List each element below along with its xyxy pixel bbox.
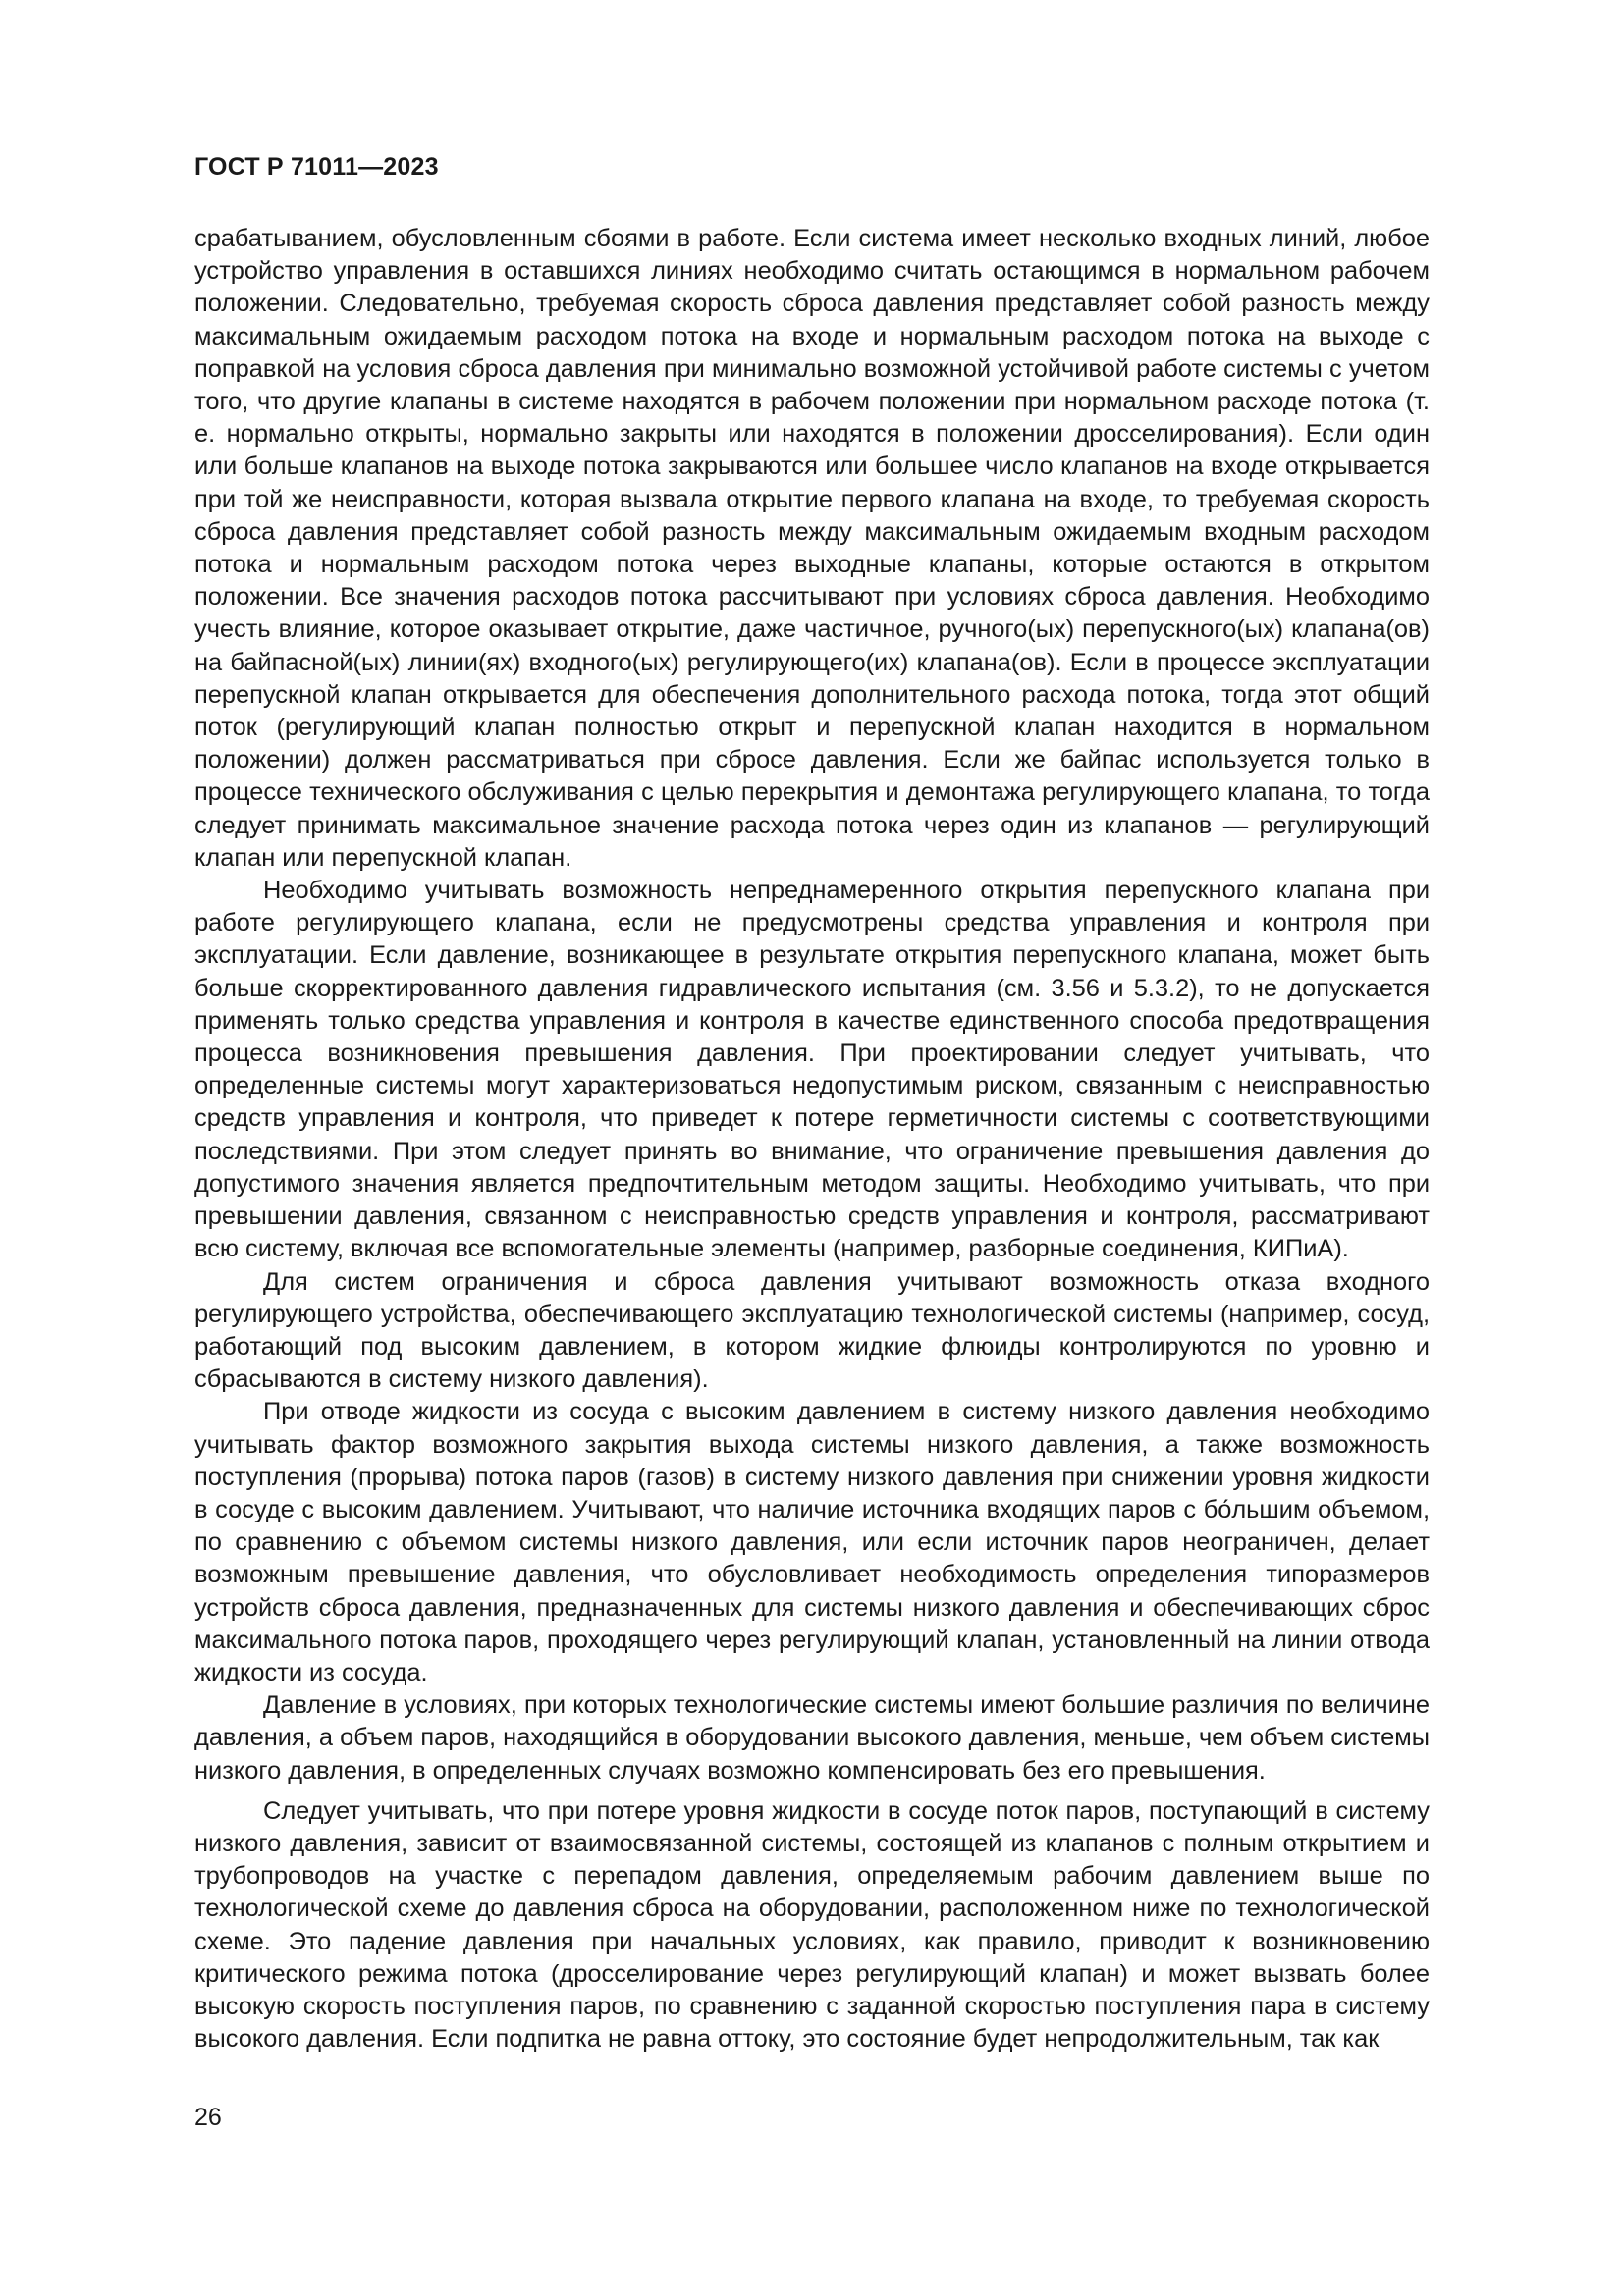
paragraph-pressure-difference: Давление в условиях, при которых технологические системы имеют большие различия по величине давления, а объем паров, находящийся в оборудовании высокого давления, меньше, чем объем системы низкого давления, в определенных случаях возможно компенсировать без его превышения. [194,1691,1430,1785]
paragraph-regulator-failure: Для систем ограничения и сброса давления учитывают возможность отказа входного регулирующего устройства, обеспечивающего эксплуатацию технологической системы (например, сосуд, работающий под высоким давлением, в котором жидкие флюиды контролируются по уровню и сбрасываются в систему низкого давления). [194,1267,1430,1394]
standard-header: ГОСТ Р 71011—2023 [194,153,439,181]
page-number: 26 [194,2104,222,2131]
paragraph-liquid-discharge: При отводе жидкости из сосуда с высоким давлением в систему низкого давления необходимо учитывать фактор возможного закрытия выхода системы низкого давления, а также возможность поступления (прорыва) потока паров (газов) в систему низкого давления при снижении уровня жидкости в сосуде с высоким давлением. Учитывают, что наличие источника входящих паров с бо́льшим объемом, по сравнению с объемом системы низкого давления, или если источник паров неограничен, делает возможным превышение давления, что обусловливает необходимость определения типоразмеров устройств сброса давления, предназначенных для системы низкого давления и обеспечивающих сброс максимального потока паров, проходящего через регулирующий клапан, установленный на линии отвода жидкости из сосуда. [194,1398,1430,1686]
paragraph-vapor-flow: Следует учитывать, что при потере уровня жидкости в сосуде поток паров, поступающий в систему низкого давления, зависит от взаимосвязанной системы, состоящей из клапанов с полным открытием и трубопроводов на участке с перепадом давления, определяемым рабочим давлением выше по технологической схеме до давления сброса на оборудовании, расположенном ниже по технологической схеме. Это падение давления при начальных условиях, как правило, приводит к возникновению критического режима потока (дросселирование через регулирующий клапан) и может вызвать более высокую скорость поступления паров, по сравнению с заданной скоростью поступления пара в систему высокого давления. Если подпитка не равна оттоку, это состояние будет непродолжительным, так как [194,1796,1430,2054]
body-text [194,223,1430,2056]
paragraph-continuation: срабатыванием, обусловленным сбоями в работе. Если система имеет несколько входных линий, любое устройство управления в оставшихся линиях необходимо считать остающимся в нормальном рабочем положении. Следовательно, требуемая скорость сброса давления представляет собой разность между максимальным ожидаемым расходом потока на входе и нормальным расходом потока на выходе с поправкой на условия сброса давления при минимально возможной устойчивой работе системы с учетом того, что другие клапаны в системе находятся в рабочем положении при нормальном расходе потока (т. е. нормально открыты, нормально закрыты или находятся в положении дросселирования). Если один или больше клапанов на выходе потока закрываются или большее число клапанов на входе открывается при той же неисправности, которая вызвала открытие первого клапана на входе, то требуемая скорость сброса давления представляет собой разность между максимальным ожидаемым входным расходом потока и нормальным расходом потока через выходные клапаны, которые остаются в открытом положении. Все значения расходов потока рассчитывают при условиях сброса давления. Необходимо учесть влияние, которое оказывает открытие, даже частичное, ручного(ых) перепускного(ых) клапана(ов) на байпасной(ых) линии(ях) входного(ых) регулирующего(их) клапана(ов). Если в процессе эксплуатации перепускной клапан открывается для обеспечения дополнительного расхода потока, тогда этот общий поток (регулирующий клапан полностью открыт и перепускной клапан находится в нормальном положении) должен рассматриваться при сбросе давления. Если же байпас используется только в процессе технического обслуживания с целью перекрытия и демонтажа регулирующего клапана, то тогда следует принимать максимальное значение расхода потока через один из клапанов — регулирующий клапан или перепускной клапан. [194,225,1430,872]
paragraph-bypass-valve: Необходимо учитывать возможность непреднамеренного открытия перепускного клапана при работе регулирующего клапана, если не предусмотрены средства управления и контроля при эксплуатации. Если давление, возникающее в результате открытия перепускного клапана, может быть больше скорректированного давления гидравлического испытания (см. 3.56 и 5.3.2), то не допускается применять только средства управления и контроля в качестве единственного способа предотвращения процесса возникновения превышения давления. При проектировании следует учитывать, что определенные системы могут характеризоваться недопустимым риском, связанным с неисправностью средств управления и контроля, что приведет к потере герметичности системы с соответствующими последствиями. При этом следует принять во внимание, что ограничение превышения давления до допустимого значения является предпочтительным методом защиты. Необходимо учитывать, что при превышении давления, связанном с неисправностью средств управления и контроля, рассматривают всю систему, включая все вспомогательные элементы (например, разборные соединения, КИПиА). [194,877,1430,1263]
